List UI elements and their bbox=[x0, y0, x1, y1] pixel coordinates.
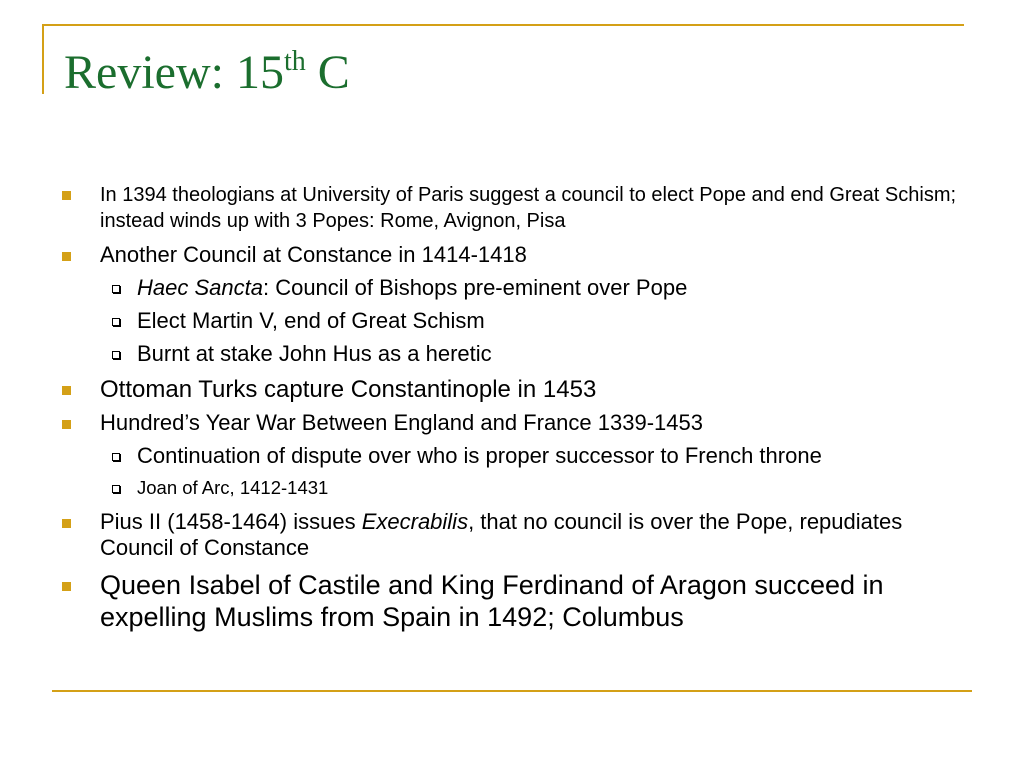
bullet-item bbox=[62, 410, 962, 436]
bullet-text: In 1394 theologians at University of Paris suggest a council to elect Pope and end Great Schism; instead winds up with 3 Popes: Rome, Avignon, Pisa bbox=[100, 184, 957, 232]
square-bullet-icon bbox=[62, 386, 71, 395]
sub-bullet-text: : Council of Bishops pre-eminent over Pope bbox=[262, 275, 688, 300]
sub-bullet-item bbox=[62, 308, 962, 334]
title-suffix: C bbox=[305, 46, 350, 99]
bullet-item bbox=[62, 375, 962, 405]
square-bullet-icon bbox=[62, 191, 71, 200]
sub-bullet-text: Elect Martin V, end of Great Schism bbox=[137, 308, 485, 333]
sub-bullet-item bbox=[62, 443, 962, 469]
bullet-item bbox=[62, 509, 962, 561]
bullet-text: Ottoman Turks capture Constantinople in 1453 bbox=[100, 376, 597, 403]
sub-bullet-text: Continuation of dispute over who is proper successor to French throne bbox=[137, 443, 822, 468]
slide-title bbox=[64, 38, 350, 115]
bullet-item bbox=[62, 182, 962, 234]
bullet-item bbox=[62, 569, 962, 633]
title-superscript: th bbox=[283, 46, 306, 77]
sub-bullet-item bbox=[62, 341, 962, 367]
sub-bullet-item bbox=[62, 476, 962, 500]
bullet-text: Hundred’s Year War Between England and France 1339-1453 bbox=[100, 410, 703, 435]
sub-bullet-text: Burnt at stake John Hus as a heretic bbox=[137, 341, 492, 366]
square-bullet-icon bbox=[62, 252, 71, 261]
frame-bottom-line bbox=[52, 690, 972, 692]
bullet-list bbox=[62, 182, 962, 633]
hollow-square-bullet-icon bbox=[112, 485, 120, 493]
frame-left-line bbox=[42, 24, 44, 94]
sub-bullet-italic-text: Haec Sancta bbox=[137, 275, 263, 300]
frame-top-line bbox=[42, 24, 964, 26]
bullet-item bbox=[62, 242, 962, 268]
title-main: Review: 15 bbox=[64, 46, 284, 99]
hollow-square-bullet-icon bbox=[112, 318, 120, 326]
bullet-text: Queen Isabel of Castile and King Ferdinand of Aragon succeed in expelling Muslims from Spain in 1492; Columbus bbox=[100, 570, 884, 632]
square-bullet-icon bbox=[62, 519, 71, 528]
hollow-square-bullet-icon bbox=[112, 285, 120, 293]
square-bullet-icon bbox=[62, 582, 71, 591]
hollow-square-bullet-icon bbox=[112, 351, 120, 359]
square-bullet-icon bbox=[62, 420, 71, 429]
bullet-text: Another Council at Constance in 1414-1418 bbox=[100, 242, 527, 267]
sub-bullet-item bbox=[62, 275, 962, 301]
bullet-text: Pius II (1458-1464) issues bbox=[100, 509, 362, 534]
bullet-italic-text: Execrabilis bbox=[361, 509, 469, 534]
bullet-text: , that no council is over the Pope, repudiates Council of Constance bbox=[100, 509, 903, 560]
sub-bullet-text: Joan of Arc, 1412-1431 bbox=[137, 477, 329, 498]
hollow-square-bullet-icon bbox=[112, 453, 120, 461]
